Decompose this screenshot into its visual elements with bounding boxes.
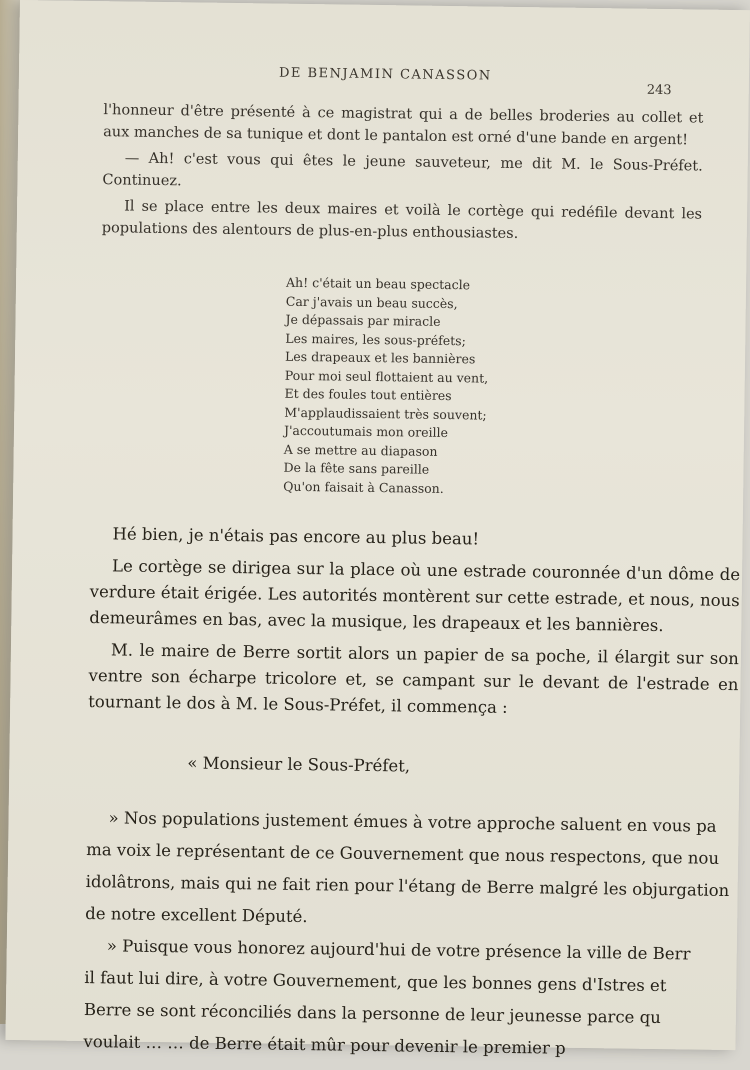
paragraph: Le cortège se dirigea sur la place où une estrade couronnée d'un dôme de verdure était érigée. Les autorités montèrent sur cette estrade, et nous, nous demeurâmes en bas, avec la musique, les drapeaux et les bannières. bbox=[89, 556, 741, 636]
poem-line: Et des foules tout entières bbox=[284, 385, 452, 404]
poem-line: A se mettre au diapason bbox=[283, 441, 438, 459]
poem-line: Les drapeaux et les bannières bbox=[284, 348, 476, 367]
poem-line: M'applaudissaient très souvent; bbox=[284, 404, 487, 423]
poem-line: Je dépassais par miracle bbox=[285, 311, 441, 329]
paragraph: — Ah! c'est vous qui êtes le jeune sauveteur, me dit M. le Sous-Préfet. Continuez. bbox=[102, 150, 703, 190]
paragraph: Hé bien, je n'étais pas encore au plus beau! bbox=[112, 524, 480, 549]
poem-line: Car j'avais un beau succès, bbox=[285, 293, 458, 311]
book-page bbox=[5, 0, 749, 1058]
paragraph: l'honneur d'être présenté à ce magistrat qui a de belles broderies au collet et aux manches de sa tunique et dont le pantalon est orné d'une bande en argent! bbox=[103, 102, 704, 149]
poem-line: Qu'on faisait à Canasson. bbox=[283, 478, 444, 496]
poem-line: J'accoutumais mon oreille bbox=[283, 422, 449, 441]
speech-line: voulait … … de Berre était mûr pour devenir le premier p bbox=[83, 1031, 566, 1058]
speech-line: Berre se sont réconciliés dans la personne de leur jeunesse parce qu bbox=[83, 999, 661, 1028]
speech-line: il faut lui dire, à votre Gouvernement, que les bonnes gens d'Istres et bbox=[84, 967, 667, 996]
upper-text-block bbox=[102, 99, 704, 251]
speech-line: de notre excellent Député. bbox=[85, 904, 308, 927]
running-title: DE BENJAMIN CANASSON bbox=[278, 65, 492, 84]
poem-line: Les maires, les sous-préfets; bbox=[285, 330, 466, 348]
poem-line: Ah! c'était un beau spectacle bbox=[285, 274, 471, 293]
poem-line: De la fête sans pareille bbox=[283, 459, 430, 477]
poem bbox=[283, 274, 489, 499]
speech-line: » Nos populations justement émues à votre approche saluent en vous pa bbox=[108, 808, 717, 836]
speech-line: ma voix le représentant de ce Gouvernement que nous respectons, que nou bbox=[86, 840, 720, 868]
speech-line: idolâtrons, mais qui ne fait rien pour l'étang de Berre malgré les objurgation bbox=[85, 872, 730, 900]
speech-line: » Puisque vous honorez aujourd'hui de votre présence la ville de Berr bbox=[106, 936, 691, 964]
paragraph: Il se place entre les deux maires et voilà le cortège qui redéfile devant les populations des alentours de plus-en-plus enthousiastes. bbox=[101, 198, 703, 242]
poem-line: Pour moi seul flottaient au vent, bbox=[284, 367, 489, 386]
paragraph: M. le maire de Berre sortit alors un papier de sa poche, il élargit sur son ventre son écharpe tricolore et, se campant sur le devant de l'estrade en tournant le dos à M. le Sous-Préfet, il commença : bbox=[88, 640, 740, 717]
lower-text-block bbox=[83, 521, 740, 1070]
page-number: 243 bbox=[646, 82, 672, 99]
speech-salutation: « Monsieur le Sous-Préfet, bbox=[187, 753, 411, 776]
